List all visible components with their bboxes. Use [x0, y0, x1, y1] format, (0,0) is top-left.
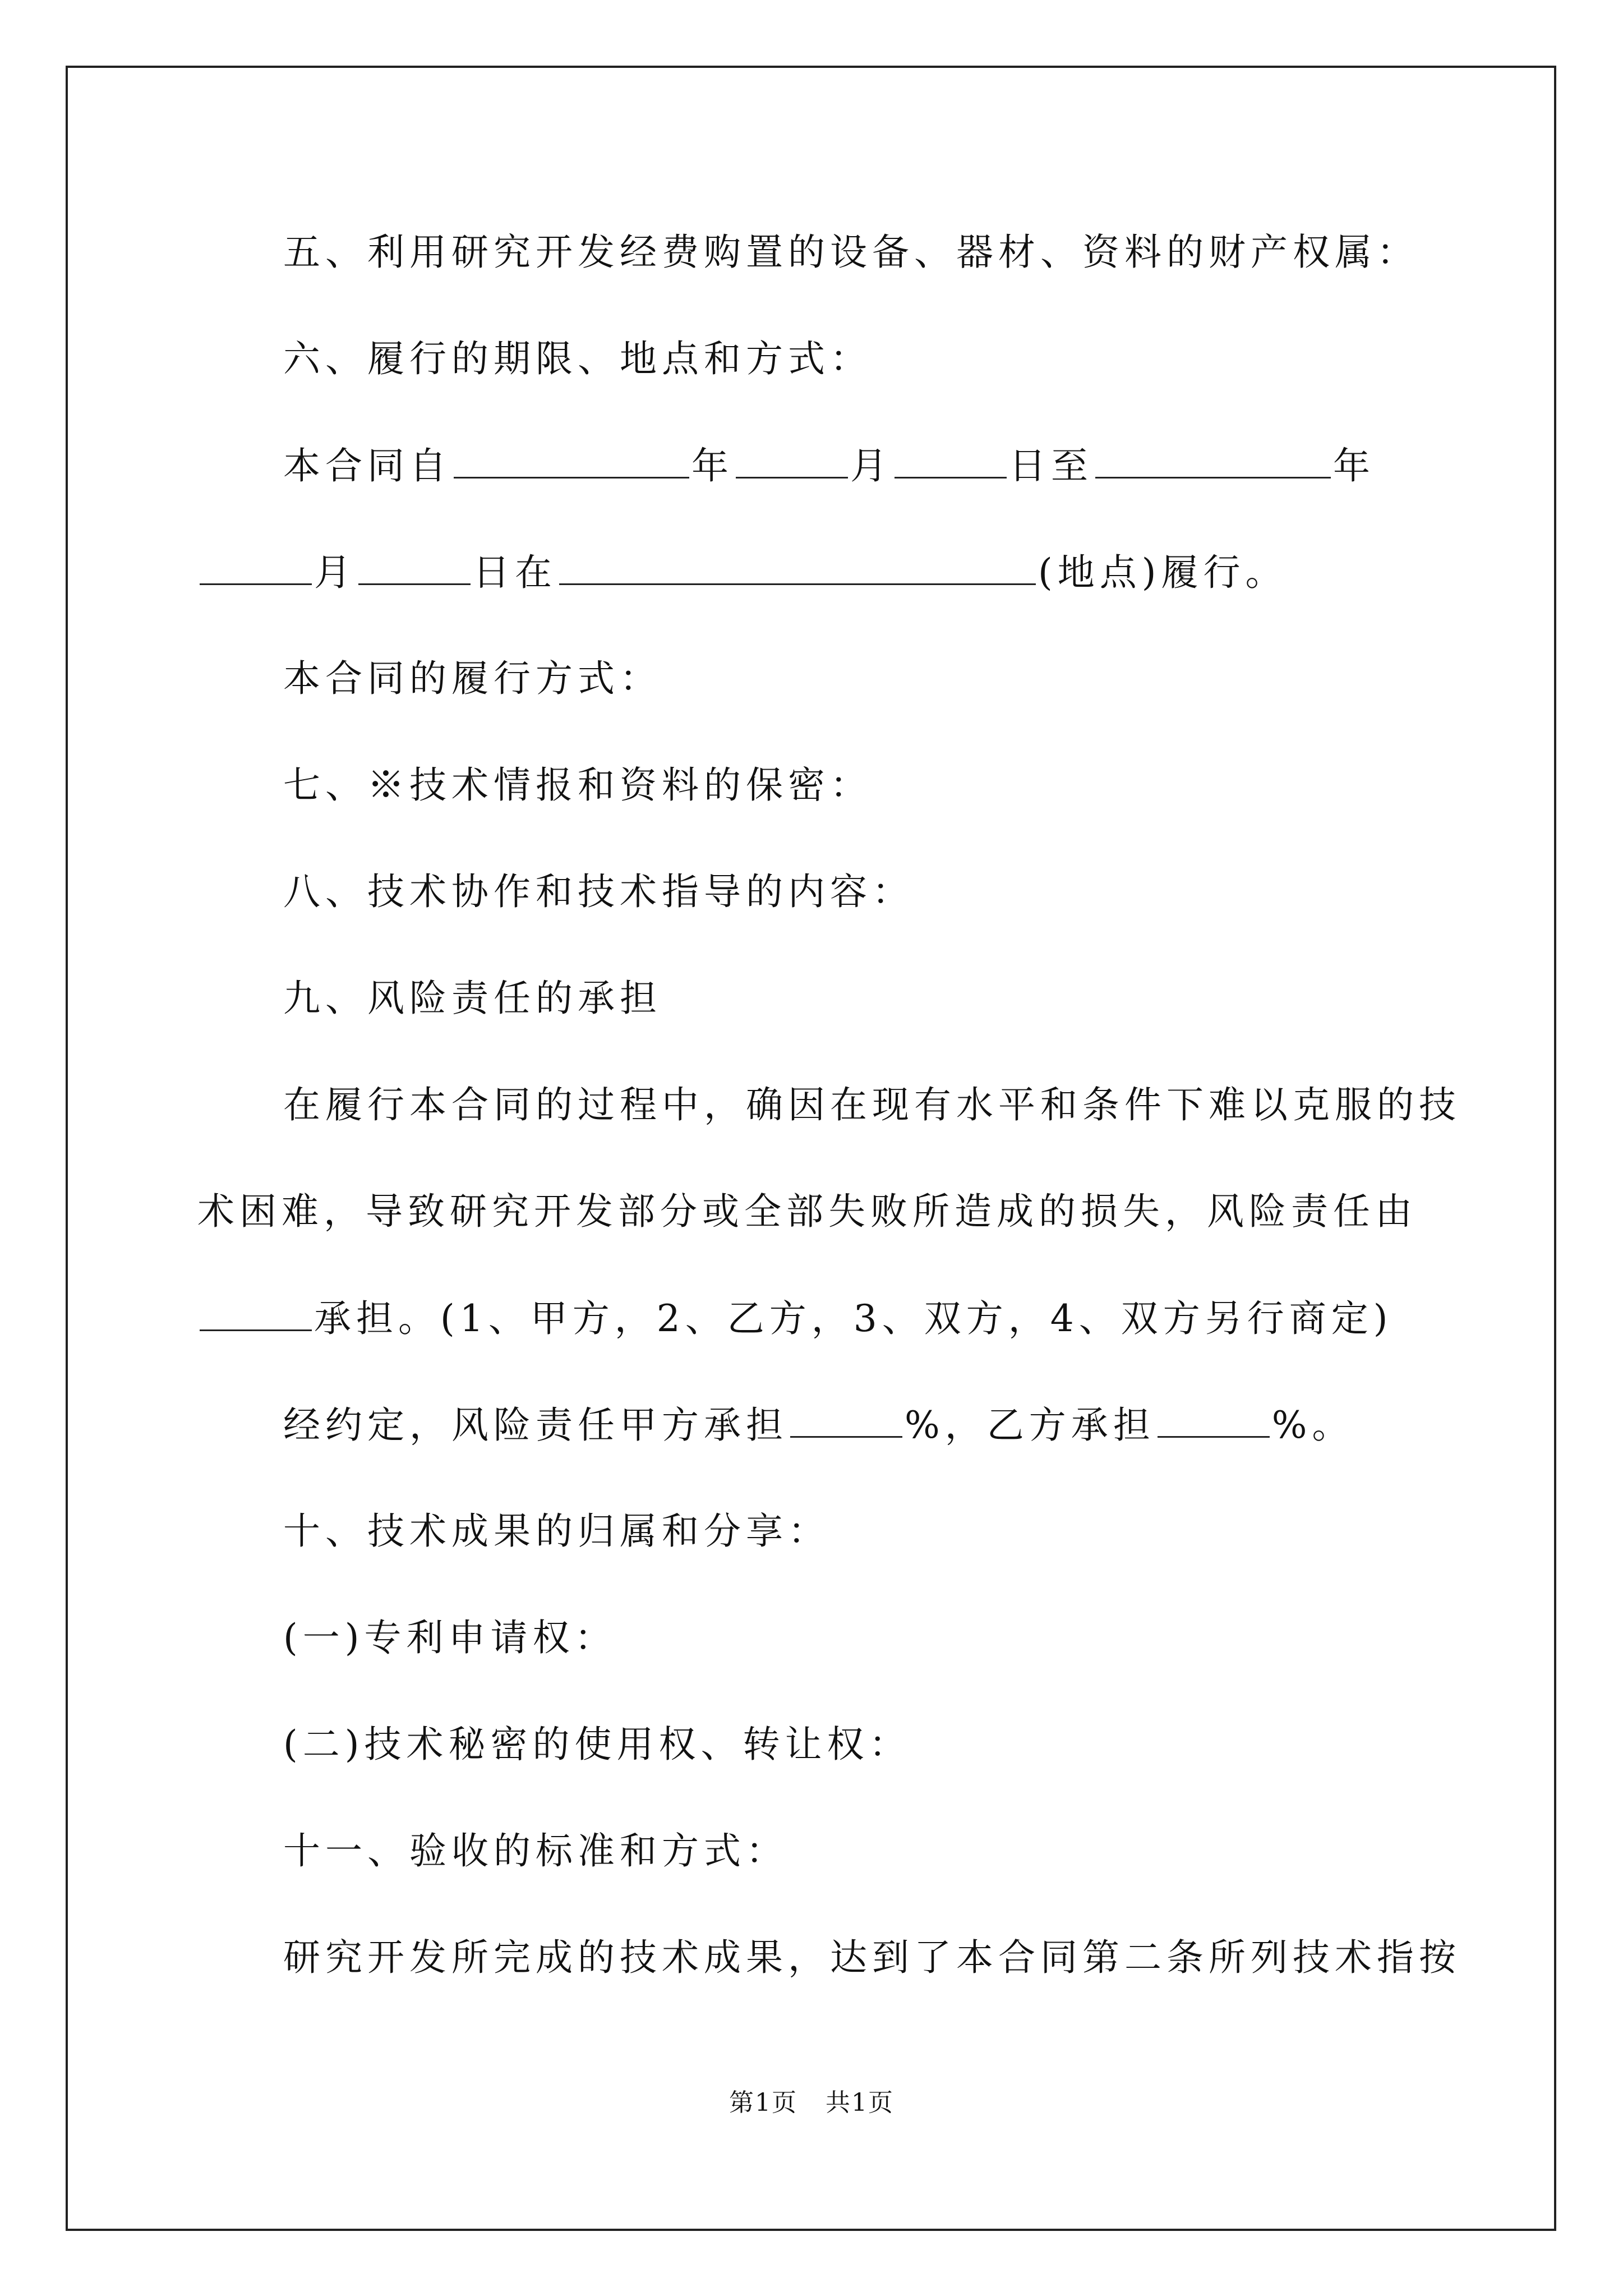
performance-method: 本合同的履行方式：: [283, 657, 662, 700]
term-start-label: 本合同自: [283, 444, 451, 487]
location-suffix: (地点)履行。: [1038, 551, 1288, 594]
clause-5: 五、利用研究开发经费购置的设备、器材、资料的财产权属：: [283, 231, 1419, 274]
clause-10: 十、技术成果的归属和分享：: [283, 1510, 830, 1553]
clause-8: 八、技术协作和技术指导的内容：: [283, 870, 914, 913]
clause-6: 六、履行的期限、地点和方式：: [283, 337, 872, 380]
end-day-blank: [358, 550, 471, 585]
start-year-blank: [454, 443, 689, 478]
month-label: 月: [850, 444, 892, 487]
year-label-2: 年: [1333, 444, 1375, 487]
day-at-label: 日在: [473, 551, 557, 594]
page-number: 第1页: [729, 2088, 797, 2117]
day-to-label: 日至: [1009, 444, 1093, 487]
risk-options: 承担。(1、甲方，2、乙方，3、双方，4、双方另行商定): [314, 1297, 1393, 1340]
risk-paragraph-line-3: [197, 1296, 1393, 1341]
page-total: 共1页: [826, 2088, 894, 2117]
page-footer: [0, 2082, 1623, 2118]
month-label-2: 月: [314, 551, 356, 594]
acceptance-paragraph: 研究开发所完成的技术成果，达到了本合同第二条所列技术指按: [283, 1936, 1461, 1979]
term-line-2: [197, 550, 1288, 595]
risk-paragraph-line-2: 术困难，导致研究开发部分或全部失败所造成的损失，风险责任由: [197, 1190, 1417, 1233]
start-month-blank: [736, 443, 848, 478]
risk-party-blank: [200, 1296, 312, 1331]
year-label: 年: [691, 444, 734, 487]
location-blank: [559, 550, 1036, 585]
clause-11: 十一、验收的标准和方式：: [283, 1829, 788, 1872]
end-year-blank: [1095, 443, 1331, 478]
party-b-percent-blank: [1158, 1402, 1270, 1438]
clause-7: 七、※技术情报和资料的保密：: [283, 763, 872, 807]
page-frame: [66, 66, 1556, 2231]
risk-ratio: [283, 1402, 1354, 1448]
term-line-1: [283, 443, 1375, 489]
secret-right: (二)技术秘密的使用权、转让权：: [283, 1723, 911, 1766]
start-day-blank: [895, 443, 1007, 478]
end-month-blank: [200, 550, 312, 585]
risk-ratio-label: 经约定，风险责任甲方承担: [283, 1404, 788, 1447]
party-b-label: %，乙方承担: [905, 1404, 1155, 1447]
percent-end: %。: [1271, 1404, 1354, 1447]
party-a-percent-blank: [790, 1402, 902, 1438]
patent-right: (一)专利申请权：: [283, 1616, 617, 1659]
clause-9: 九、风险责任的承担: [283, 977, 662, 1020]
risk-paragraph-line-1: 在履行本合同的过程中，确因在现有水平和条件下难以克服的技: [283, 1083, 1461, 1126]
